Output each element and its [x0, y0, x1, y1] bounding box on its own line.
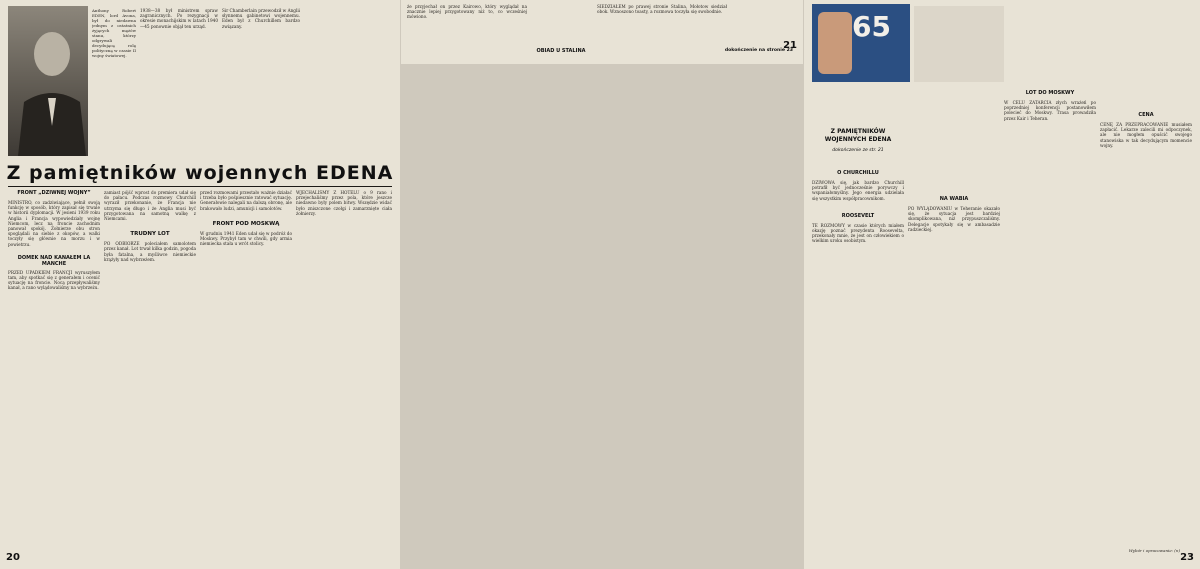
section-heading: OBIAD U STALINA — [536, 48, 586, 54]
title-rule — [8, 186, 392, 187]
section-heading: ROOSEVELT — [841, 212, 875, 219]
section-heading: NA WABIA — [939, 196, 969, 202]
continued-note: dokończenie na stronie 23 — [724, 48, 793, 53]
section-heading: DOMEK NAD KANAŁEM LA MANCHE — [17, 254, 91, 267]
column-text: MINISTRO, co zadziwiające, pełnił swoją funkcję w sposób, który zapisał się trwale w historii dyplomacji. W jesieni 1939 roku Anglia i Francja wypowiedziały wojnę Niemcom, lecz na froncie zachodnim panował spokój. Żołnierze obu stron spoglądali na siebie z okopów, a walki toczyły się głównie na morzu i w powietrzu. — [8, 200, 100, 247]
page-21 — [401, 0, 803, 64]
page-number: 21 — [783, 40, 797, 51]
cover-photo-icon — [818, 12, 852, 74]
intro-text: 1938—38 był ministrem spraw zagranicznych. Po rezygnacji w okresie monachijskim w latach 1940—45 ponownie objął ten urząd. — [140, 8, 218, 29]
column-text: przed rozmowami przestało ważnie działać i trzeba było pośpiesznie ratować sytuację. Generałowie nalegali na dalszą obronę, ale brakowało ludzi, amunicji i samolotów. — [200, 190, 292, 211]
page-number: 23 — [1180, 552, 1194, 563]
section-heading: FRONT „DZIWNEJ WOJNY” — [17, 190, 91, 196]
magazine-logo: 65 — [852, 10, 891, 43]
editor-credit: Wybór i opracowanie: (n) — [1128, 548, 1180, 553]
magazine-cover-thumbnail — [812, 4, 910, 82]
portrait-figure-icon — [8, 6, 88, 156]
column-text: PO WYLĄDOWANIU w Teheranie okazało się, że sytuacja jest bardziej skomplikowana, niż przypuszczaliśmy. Delegacje spotykały się w ambasadzie radzieckiej. — [908, 206, 1000, 232]
column-text: zamiast pójść wprost do premiera udał się do pałacu. Podczas rozmowy Churchill wyraził przekonanie, że Francja nie utrzyma się długo i że Anglia musi być przygotowana na samotną walkę z Niemcami. — [104, 190, 196, 222]
article-title: Z PAMIĘTNIKÓW WOJENNYCH EDENA — [824, 128, 892, 143]
column-1 — [812, 160, 904, 560]
column-text: PRZED UPADKIEM FRANCJI wyruszyłem tam, aby spotkać się z generałem i ocenić sytuację na froncie. Nocą przepływaliśmy kanał, a rano wylądowaliśmy na wybrzeżu. — [8, 269, 100, 291]
page-20 — [0, 0, 400, 569]
section-heading: O CHURCHILLU — [837, 170, 879, 176]
section-heading: CENA — [1138, 112, 1154, 118]
top-text: że przyjechał on przez Kairowo, który wyglądał na znacznie lepiej przygotowany niż to, co wcześniej mówiono. — [407, 4, 527, 20]
column-2 — [908, 90, 1000, 560]
column-text: PO ODBIORZE poleciałem samolotem przez kanał. Lot trwał kilka godzin, pogoda była fatalna, a myśliwce niemieckie krążyły nad wybrzeżem. — [104, 241, 196, 262]
column-text: TE ROZMOWY w czasie których miałem okazję poznać prezydenta Roosevelta, przekonały mnie, że jest on człowiekiem o wielkim uroku osobistym. — [812, 222, 904, 244]
column-text: CENĘ ZA PRZEPRACOWANIE musiałem zapłacić. Lekarze zalecili mi odpoczynek, ale nie mogłem opuścić swojego stanowiska w tak decydującym momencie wojny. — [1100, 122, 1192, 148]
column-text — [908, 90, 1000, 190]
info-box — [914, 6, 1004, 82]
section-heading: FRONT POD MOSKWĄ — [212, 220, 280, 227]
author-caption: Anthony Robert EDEN, lord Avona, był do niedawna jednym z ostatnich żyjących mężów stanu, którzy odgrywali decydującą rolę polityczną w czasie II wojny światowej. — [92, 8, 136, 58]
page-23 — [804, 0, 1200, 569]
column-text: WJECHALIŚMY Z HOTELU o 9 rano i przejechaliśmy przez pola, które jeszcze niedawno były polem bitwy. Wszędzie widać było zniszczone czołgi i zamarznięte ciała żołnierzy. — [296, 190, 392, 216]
intro-text-2: Sir Chamberlain przewodził w Anglii słynnemu gabinetowi wojennemu. Eden był z Churchillem bardzo związany. — [222, 8, 300, 29]
column-text: W grudniu 1941 Eden udał się w podróż do Moskwy. Przybył tam w chwili, gdy armia niemiecka stała u wrót stolicy. — [200, 230, 292, 247]
column-4 — [296, 190, 392, 560]
continued-from: dokończenie ze str. 21 — [832, 148, 884, 153]
column-text: DZIWOWA się, jak bardzo Churchill potrafił być jednocześnie porywczy i wspaniałomyślny. Jego energia udzielała się wszystkim współpracownikom. — [812, 180, 904, 201]
column-text: W CELU ZATARCIA złych wrażeń po poprzedniej konferencji postanowiłem polecieć do Moskwy. Trasa prowadziła przez Kair i Teheran. — [1004, 100, 1096, 121]
section-heading: LOT DO MOSKWY — [1025, 90, 1075, 96]
column-3 — [200, 190, 292, 560]
column-4 — [1100, 6, 1192, 546]
column-3 — [1004, 90, 1096, 560]
column-1 — [8, 190, 100, 560]
column-2 — [104, 190, 196, 560]
column-text: SIEDZIAŁEM po prawej stronie Stalina, Mołotow siedział obok. Wznoszono toasty, a rozmowa toczyła się swobodnie. — [597, 4, 727, 15]
author-portrait — [8, 6, 88, 156]
section-heading: TRUDNY LOT — [130, 231, 170, 238]
page-number: 20 — [6, 552, 20, 563]
article-title: Z pamiętników wojennych EDENA — [6, 162, 394, 184]
